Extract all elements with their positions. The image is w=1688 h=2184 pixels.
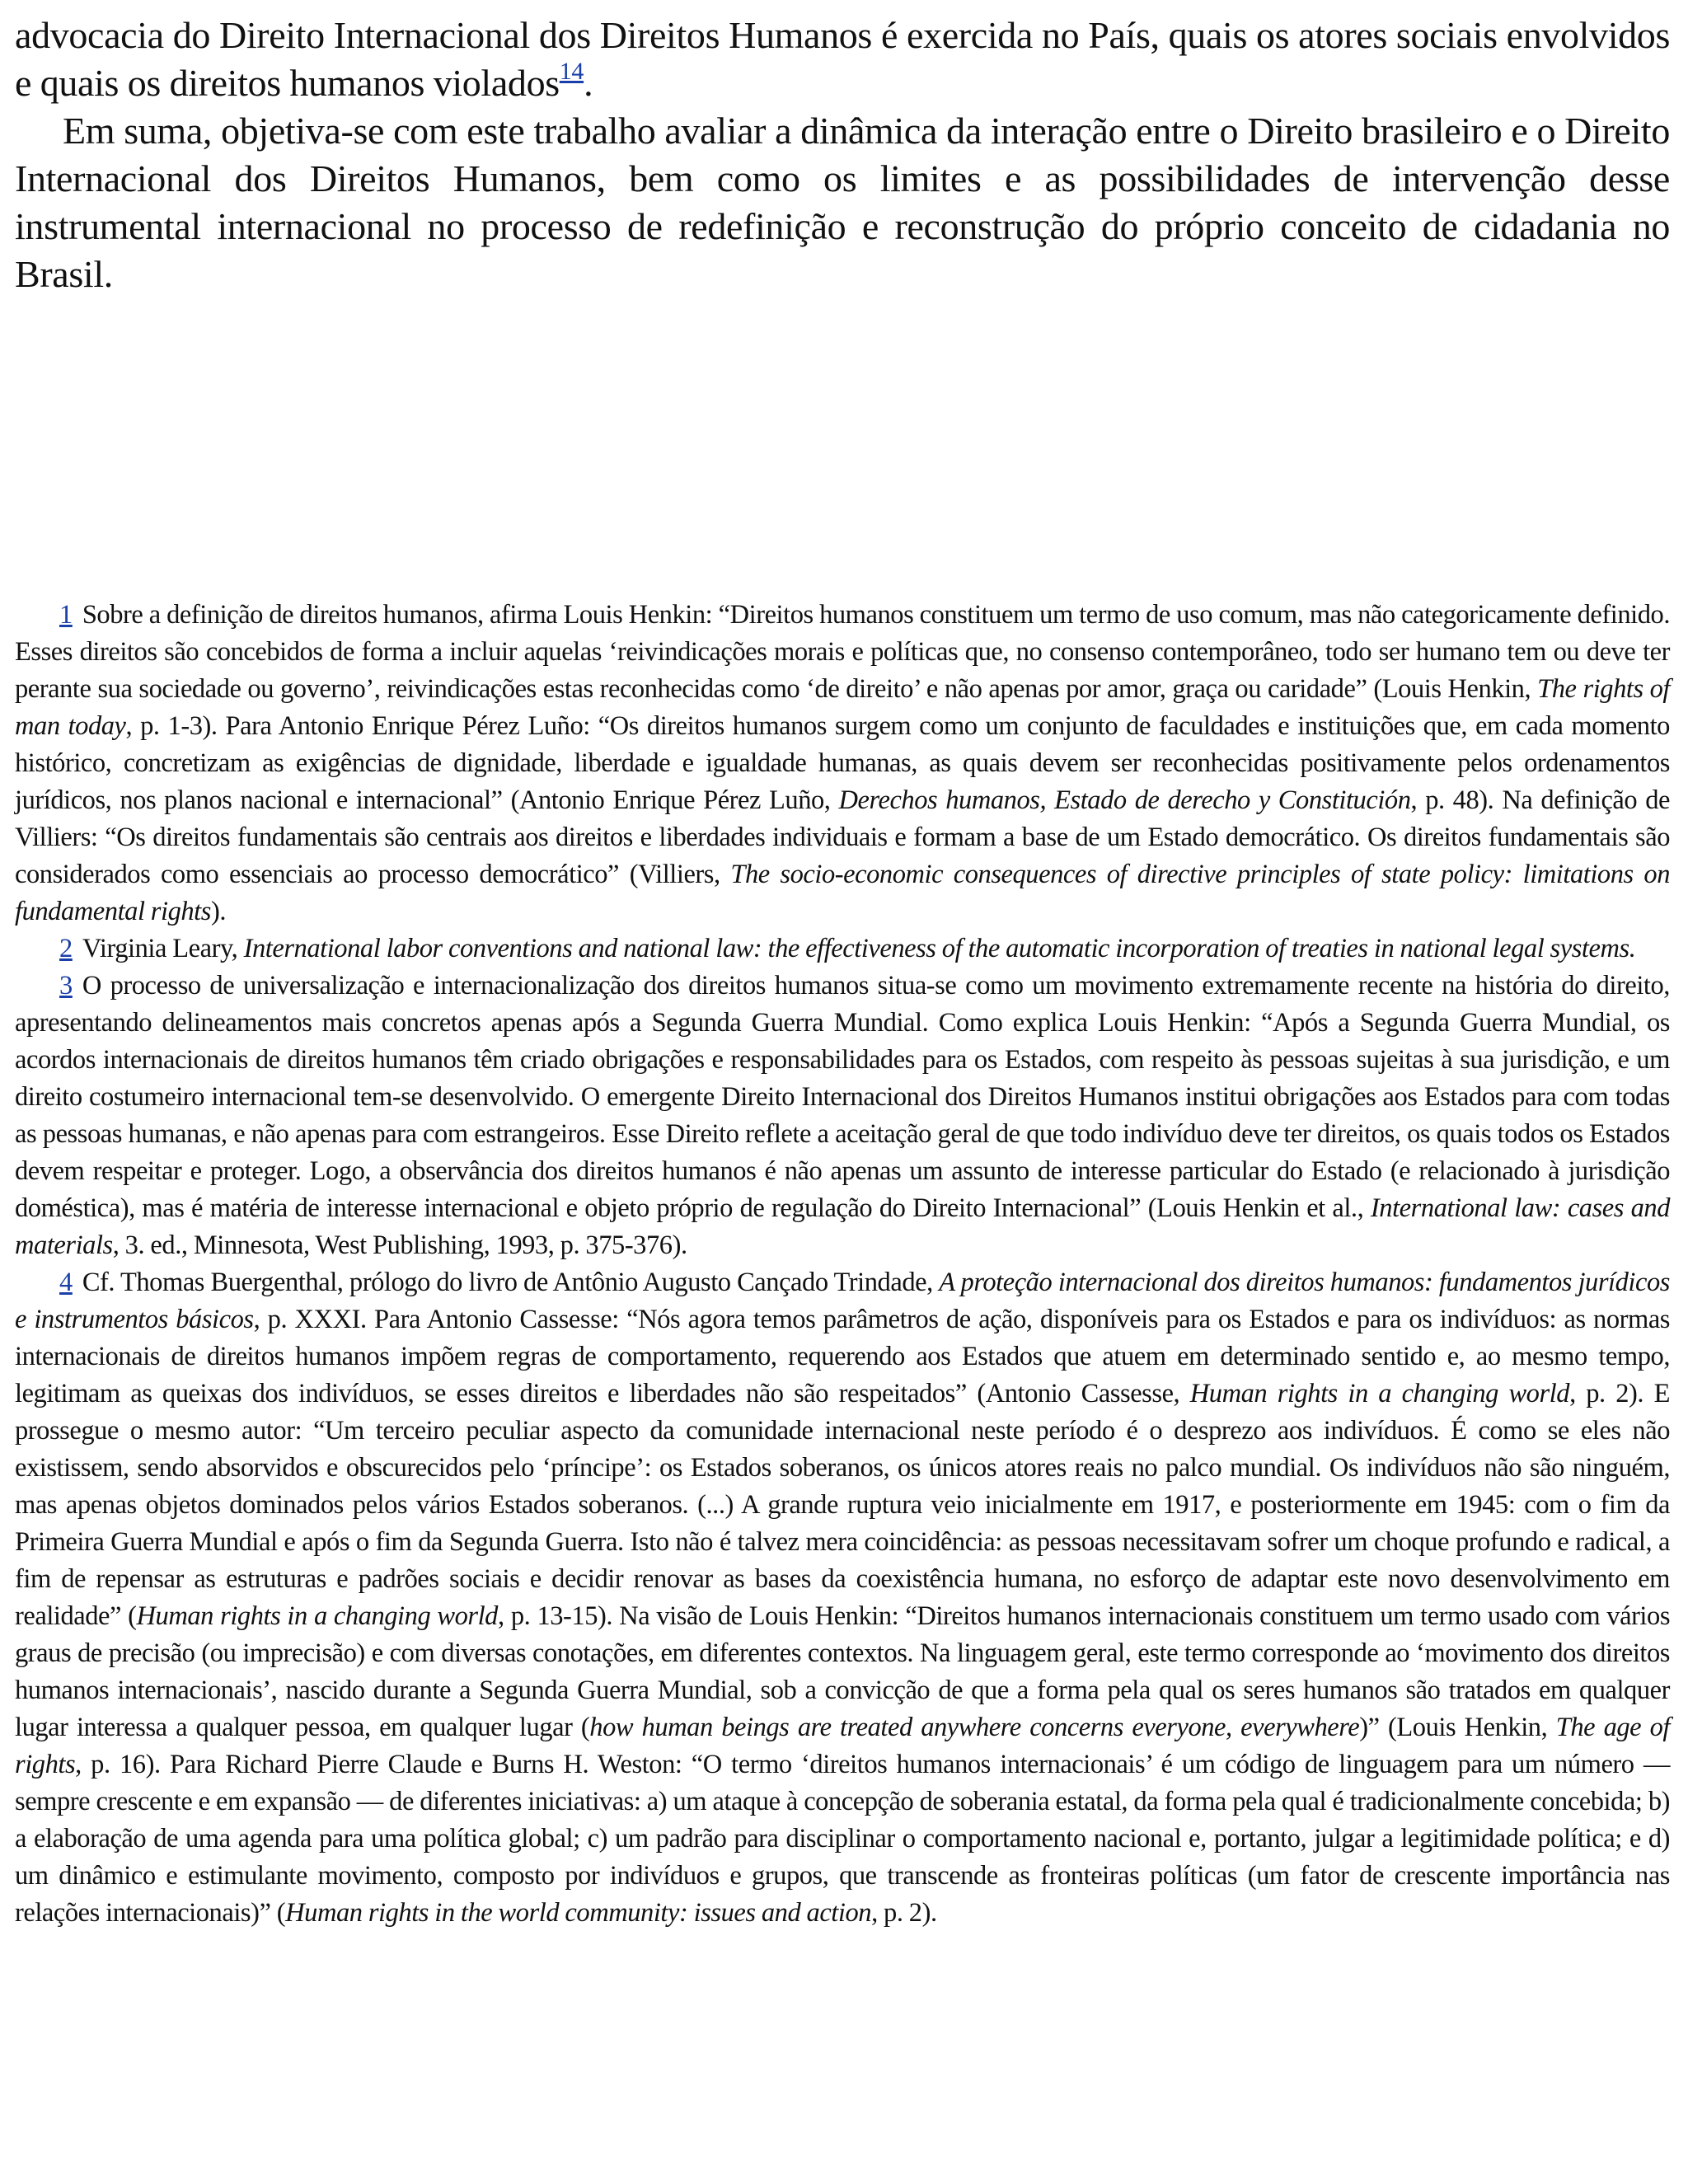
footnote-4-text-7: , p. 2). [871,1898,937,1928]
footnote-2-text-1: Virginia Leary, [82,934,244,963]
footnote-1-title-2: Derechos humanos, Estado de derecho y Constitución [838,785,1411,815]
footnote-3-text-2: , 3. ed., Minnesota, West Publishing, 1993, p. 375-376). [112,1230,687,1260]
footnote-4-title-2: Human rights in a changing world [1189,1379,1570,1408]
footnote-3-number-link[interactable]: 3 [59,971,73,1001]
body-paragraph-1 [15,12,1670,107]
footnote-4-text-1: Cf. Thomas Buergenthal, prólogo do livro de Antônio Augusto Cançado Trindade, [82,1268,940,1297]
footnote-2 [15,930,1670,968]
footnote-4-text-2: , p. XXXI. Para Antonio Cassesse: “Nós agora temos parâmetros de ação, disponíveis para os Estados e para os indivíduos: as normas internacionais de direitos humanos impõem regras de comportamento, requerendo aos Estados que atuem em determinado sentido e, ao mesmo tempo, legitimam as queixas dos indivíduos, se esses direitos e liberdades não são respeitados” (Antonio Cassesse, [15,1305,1671,1408]
footnote-4-title-4: how human beings are treated anywhere concerns everyone, everywhere [589,1713,1360,1742]
footnote-1-number-link[interactable]: 1 [59,600,73,630]
footnote-1-title-3: The socio-economic consequences of directive principles of state policy: limitations on fundamental rights [15,860,1670,926]
footnote-1-title-1: The rights of man today [15,674,1670,741]
footnote-3 [15,968,1670,1264]
footnote-1-text-1: Sobre a definição de direitos humanos, afirma Louis Henkin: “Direitos humanos constituem um termo de uso comum, mas não categoricamente definido. Esses direitos são concebidos de forma a incluir aquelas ‘reivindicações morais e políticas que, no consenso contemporâneo, todo ser humano tem ou deve ter perante sua sociedade ou governo’, reivindicações estas reconhecidas como ‘de direito’ e não apenas por amor, graça ou caridade” (Louis Henkin, [15,600,1670,704]
footnote-2-number-link[interactable]: 2 [59,934,73,963]
footnote-1 [15,597,1670,930]
footnote-2-title-1: International labor conventions and national law: the effectiveness of the automatic incorporation of treaties in national legal systems. [243,934,1636,963]
footnote-4-text-3: , p. 2). E prossegue o mesmo autor: “Um terceiro peculiar aspecto da comunidade internacional neste período é o desprezo aos indivíduos. É como se eles não existissem, sendo absorvidos e obscurecidos pelo ‘príncipe’: os Estados soberanos, os únicos atores reais no palco mundial. Os indivíduos não são ninguém, mas apenas objetos dominados pelos vários Estados soberanos. (...) A grande ruptura veio inicialmente em 1917, e posteriormente em 1945: com o fim da Primeira Guerra Mundial e após o fim da Segunda Guerra. Isto não é talvez mera coincidência: as pessoas necessitavam sofrer um choque profundo e radical, a fim de repensar as estruturas e padrões sociais e decidir renovar as bases da coexistência humana, no esforço de adaptar este novo desenvolvimento em realidade” ( [15,1379,1671,1631]
body-paragraph-1-end: . [584,62,593,104]
footnote-3-title-1: International law: cases and materials [15,1193,1670,1260]
footnote-4-title-6: Human rights in the world community: issues and action [285,1898,872,1928]
footnote-4-title-3: Human rights in a changing world [136,1601,498,1631]
footnote-1-text-3: , p. 48). Na definição de Villiers: “Os direitos fundamentais são centrais aos direitos e liberdades individuais e formam a base de um Estado democrático. Os direitos fundamentais são considerados como essenciais ao processo democrático” (Villiers, [15,785,1670,889]
footnote-4 [15,1264,1670,1932]
body-text [15,12,1670,298]
body-paragraph-2: Em suma, objetiva-se com este trabalho avaliar a dinâmica da interação entre o Direito brasileiro e o Direito Internacional dos Direitos Humanos, bem como os limites e as possibilidades de intervenção desse instrumental internacional no processo de redefinição e reconstrução do próprio conceito de cidadania no Brasil. [15,110,1670,295]
body-paragraph-1-text: advocacia do Direito Internacional dos Direitos Humanos é exercida no País, quais os atores sociais envolvidos e quais os direitos humanos violados [15,14,1670,104]
footnote-3-text-1: O processo de universalização e internacionalização dos direitos humanos situa-se como um movimento extremamente recente na história do direito, apresentando delineamentos mais concretos apenas após a Segunda Guerra Mundial. Como explica Louis Henkin: “Após a Segunda Guerra Mundial, os acordos internacionais de direitos humanos têm criado obrigações e responsabilidades para os Estados, com respeito às pessoas sujeitas à sua jurisdição, e um direito costumeiro internacional tem-se desenvolvido. O emergente Direito Internacional dos Direitos Humanos institui obrigações aos Estados para com todas as pessoas humanas, e não apenas para com estrangeiros. Esse Direito reflete a aceitação geral de que todo indivíduo deve ter direitos, os quais todos os Estados devem respeitar e proteger. Logo, a observância dos direitos humanos é não apenas um assunto de interesse particular do Estado (e relacionado à jurisdição doméstica), mas é matéria de interesse internacional e objeto próprio de regulação do Direito Internacional” (Louis Henkin et al., [15,971,1670,1223]
footnote-4-title-1: A proteção internacional dos direitos humanos: fundamentos jurídicos e instrumentos básicos [15,1268,1670,1334]
footnote-1-text-2: , p. 1-3). Para Antonio Enrique Pérez Luño: “Os direitos humanos surgem como um conjunto de faculdades e instituições que, em cada momento histórico, concretizam as exigências de dignidade, liberdade e igualdade humanas, as quais devem ser reconhecidas positivamente pelos ordenamentos jurídicos, nos planos nacional e internacional” (Antonio Enrique Pérez Luño, [15,711,1670,815]
footnote-4-text-5: )” (Louis Henkin, [1359,1713,1556,1742]
footnotes-section [15,597,1670,1932]
footnote-1-text-4: ). [210,897,227,926]
footnote-ref-14-link[interactable]: 14 [559,58,584,85]
footnote-4-text-6: , p. 16). Para Richard Pierre Claude e Burns H. Weston: “O termo ‘direitos humanos internacionais’ é um código de linguagem para um número — sempre crescente e em expansão — de diferentes iniciativas: a) um ataque à concepção de soberania estatal, da forma pela qual é tradicionalmente concebida; b) a elaboração de uma agenda para uma política global; c) um padrão para disciplinar o comportamento nacional e, portanto, julgar a legitimidade política; e d) um dinâmico e estimulante movimento, composto por indivíduos e grupos, que transcende as fronteiras políticas (um fator de crescente importância nas relações internacionais)” ( [15,1750,1670,1928]
footnote-4-number-link[interactable]: 4 [59,1268,73,1297]
footnote-4-text-4: , p. 13-15). Na visão de Louis Henkin: “Direitos humanos internacionais constituem um termo usado com vários graus de precisão (ou imprecisão) e com diversas conotações, em diferentes contextos. Na linguagem geral, este termo corresponde ao ‘movimento dos direitos humanos internacionais’, nascido durante a Segunda Guerra Mundial, sob a convicção de que a forma pela qual os seres humanos são tratados em qualquer lugar interessa a qualquer pessoa, em qualquer lugar ( [15,1601,1671,1742]
footnote-4-title-5: The age of rights [15,1713,1670,1779]
